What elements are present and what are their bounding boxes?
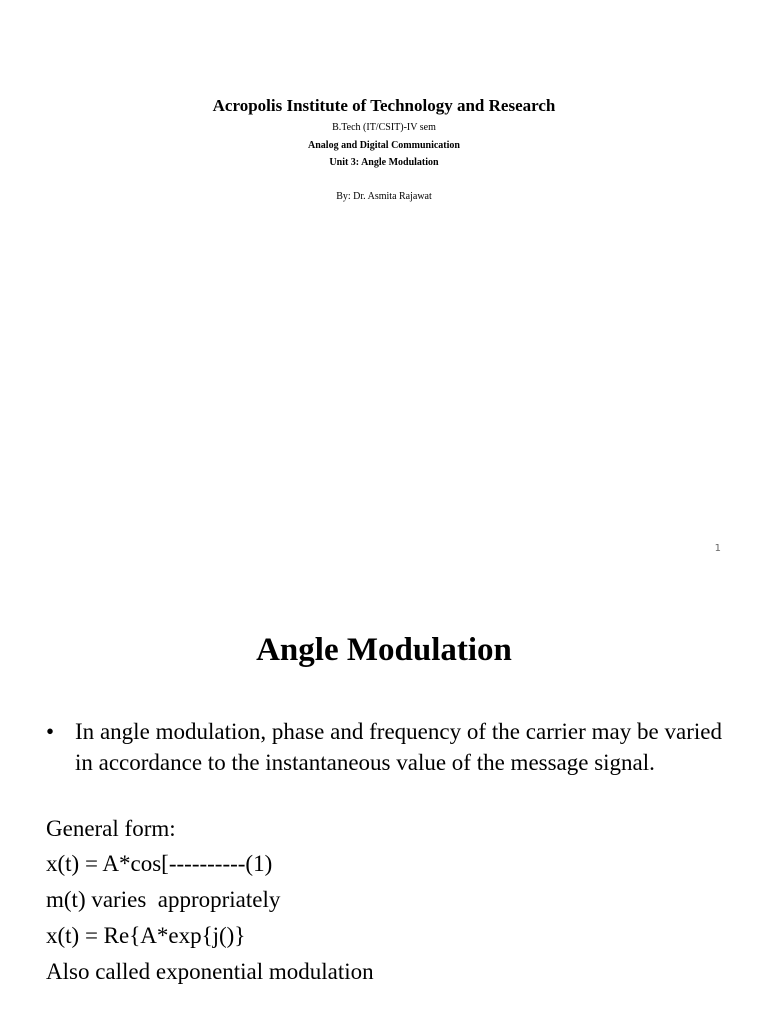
body-line-equation-1: x(t) = A*cos[----------(1) xyxy=(46,851,273,876)
body-line-equation-2: x(t) = Re{A*exp{j()} xyxy=(46,923,246,948)
bullet-text: In angle modulation, phase and frequency of the carrier may be varied in accordance to the instantaneous value of the message signal. xyxy=(75,719,722,775)
subject-line: Analog and Digital Communication xyxy=(308,140,460,151)
unit-line: Unit 3: Angle Modulation xyxy=(329,157,439,168)
bullet-icon: • xyxy=(46,719,55,744)
author-line: By: Dr. Asmita Rajawat xyxy=(336,191,432,202)
body-line-exponential: Also called exponential modulation xyxy=(46,959,374,984)
bullet-item xyxy=(46,717,722,778)
body-line-mt: m(t) varies appropriately xyxy=(46,887,281,912)
program-line: B.Tech (IT/CSIT)-IV sem xyxy=(332,122,436,133)
body-line-general-form: General form: xyxy=(46,816,176,841)
institute-title: Acropolis Institute of Technology and Research xyxy=(212,96,556,115)
slide-heading: Angle Modulation xyxy=(256,632,512,668)
page-number: 1 xyxy=(714,543,721,554)
content-slide xyxy=(0,576,768,1024)
